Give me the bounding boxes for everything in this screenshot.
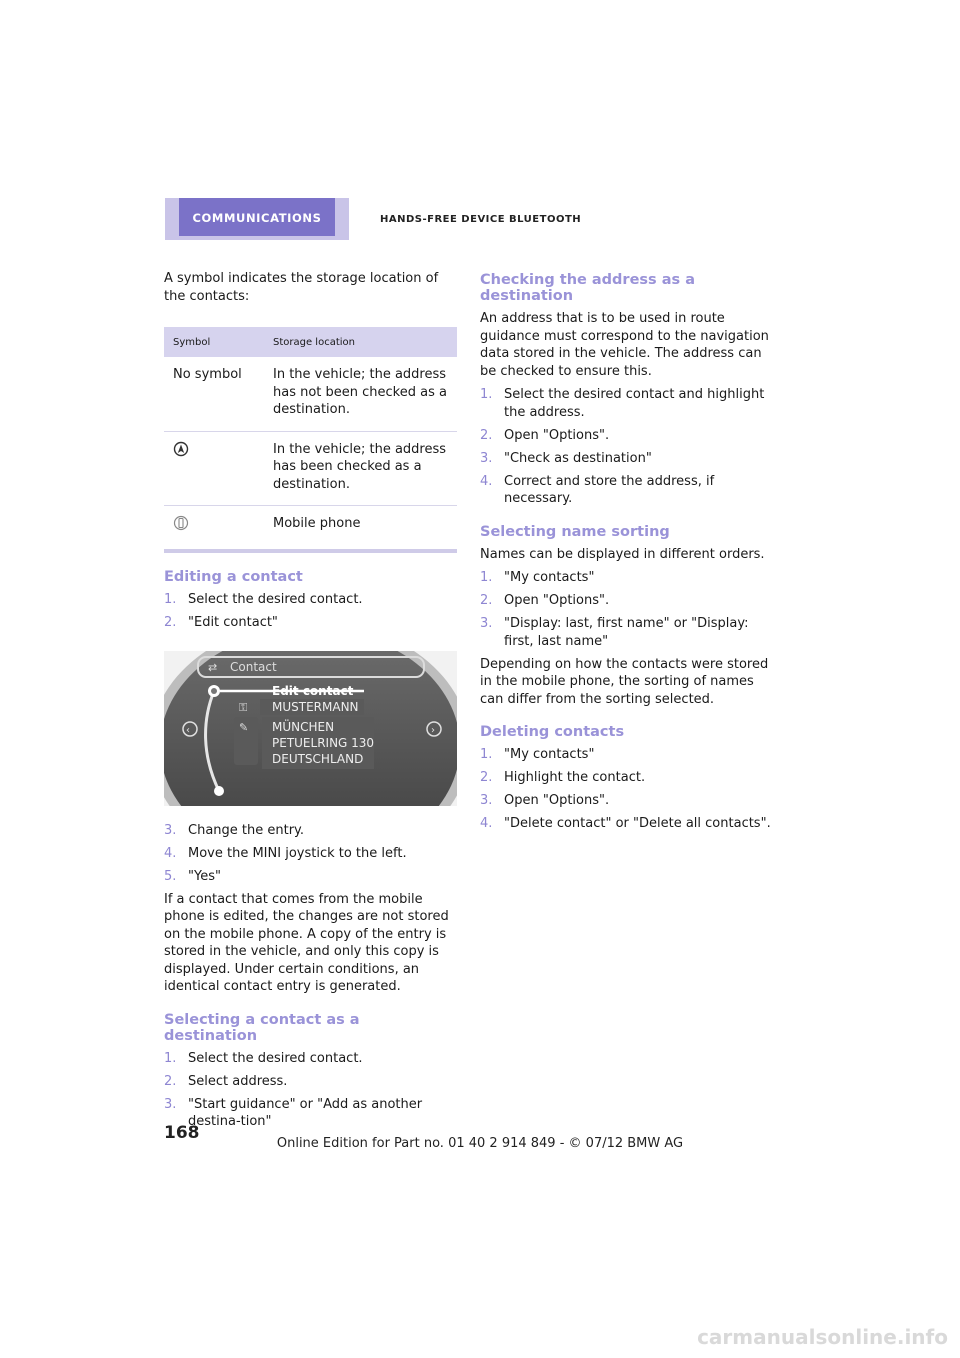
symbol-cell: No symbol xyxy=(164,357,264,431)
screen-title: Contact xyxy=(230,659,277,674)
page-number: 168 xyxy=(164,1123,200,1143)
right-column xyxy=(480,270,773,838)
select-destination-steps xyxy=(164,1050,457,1131)
screen-address-country: DEUTSCHLAND xyxy=(272,751,364,766)
list-item: 4. Correct and store the address, if necessary. xyxy=(480,473,715,506)
list-item: 1. "My contacts" xyxy=(480,747,595,762)
screen-contact-name: MUSTERMANN xyxy=(272,699,359,714)
list-item: 3. "Start guidance" or "Add as another destina-tion" xyxy=(164,1096,423,1129)
table-row xyxy=(164,431,457,506)
list-item: 2. Highlight the contact. xyxy=(480,770,646,785)
list-item: 2. Open "Options". xyxy=(480,593,610,608)
table-header-symbol: Symbol xyxy=(164,327,264,357)
heading-editing-contact: Editing a contact xyxy=(164,568,303,585)
table-row xyxy=(164,357,457,431)
list-item: 5. "Yes" xyxy=(164,868,221,884)
storage-cell: In the vehicle; the address has been checked as a destination. xyxy=(264,431,457,506)
list-item: 1. "My contacts" xyxy=(480,570,595,585)
mobile-phone-icon xyxy=(173,515,189,531)
storage-cell: In the vehicle; the address has not been checked as a destination. xyxy=(264,357,457,431)
list-item: 1. Select the desired contact. xyxy=(164,591,363,607)
storage-cell: Mobile phone xyxy=(264,506,457,551)
destination-checked-icon xyxy=(173,441,189,457)
chapter-title: COMMUNICATIONS xyxy=(179,198,335,236)
svg-text:‹: ‹ xyxy=(186,724,190,736)
contact-screen-image xyxy=(164,651,457,806)
check-text: An address that is to be used in route guidance must correspond to the navigation data stored in the vehicle. The address can be checked to ensure this. xyxy=(480,311,769,379)
heading-name-sorting: Selecting name sorting xyxy=(480,523,670,540)
list-item: 1. Select the desired contact and highlight the address. xyxy=(480,387,765,420)
symbol-cell xyxy=(164,506,264,551)
chapter-tab xyxy=(165,198,349,240)
list-item: 2. "Edit contact" xyxy=(164,614,278,630)
watermark: carmanualsonline.info xyxy=(697,1325,948,1349)
svg-text:⚿: ⚿ xyxy=(239,700,248,714)
sorting-note: Depending on how the contacts were stored in the mobile phone, the sorting of names can differ from the sorting selected. xyxy=(480,656,769,707)
edit-note: If a contact that comes from the mobile phone is edited, the changes are not stored on the mobile phone. A copy of the entry is stored in the vehicle, and only this copy is displayed. Under certain conditions, an identical contact entry is generated. xyxy=(164,891,449,994)
heading-select-destination: Selecting a contact as a destination xyxy=(164,1011,360,1044)
screen-address-city: MÜNCHEN xyxy=(272,719,335,734)
screen-address-street: PETUELRING 130 xyxy=(272,735,375,750)
screen-menu-edit-contact: Edit contact xyxy=(272,683,354,698)
symbol-cell xyxy=(164,431,264,506)
heading-check-destination: Checking the address as a destination xyxy=(480,272,695,304)
sorting-steps xyxy=(480,569,773,650)
section-title: HANDS-FREE DEVICE BLUETOOTH xyxy=(380,214,582,225)
list-item: 2. Open "Options". xyxy=(480,427,610,443)
heading-deleting-contacts: Deleting contacts xyxy=(480,724,625,740)
list-item: 3. "Display: last, first name" or "Display: first, last name" xyxy=(480,616,749,649)
sorting-text: Names can be displayed in different orders. xyxy=(480,546,765,562)
symbol-intro: A symbol indicates the storage location of the contacts: xyxy=(164,271,439,304)
edit-steps-before xyxy=(164,591,457,632)
list-item: 4. Move the MINI joystick to the left. xyxy=(164,845,407,861)
check-steps xyxy=(480,386,773,508)
left-column xyxy=(164,270,457,1136)
svg-text:✎: ✎ xyxy=(239,720,249,734)
list-item: 3. Open "Options". xyxy=(480,793,610,808)
edition-footer: Online Edition for Part no. 01 40 2 914 849 - © 07/12 BMW AG xyxy=(276,1136,684,1151)
edit-steps-after xyxy=(164,822,457,886)
screen-title-icon: ⇄ xyxy=(208,660,218,674)
table-header-storage: Storage location xyxy=(264,327,457,357)
list-item: 4. "Delete contact" or "Delete all contacts". xyxy=(480,816,771,831)
list-item: 2. Select address. xyxy=(164,1073,288,1089)
delete-steps xyxy=(480,746,773,833)
svg-text:›: › xyxy=(431,724,435,736)
list-item: 3. Change the entry. xyxy=(164,822,305,838)
list-item: 1. Select the desired contact. xyxy=(164,1050,363,1066)
list-item: 3. "Check as destination" xyxy=(480,450,652,466)
table-row xyxy=(164,506,457,551)
storage-location-table xyxy=(164,327,457,553)
